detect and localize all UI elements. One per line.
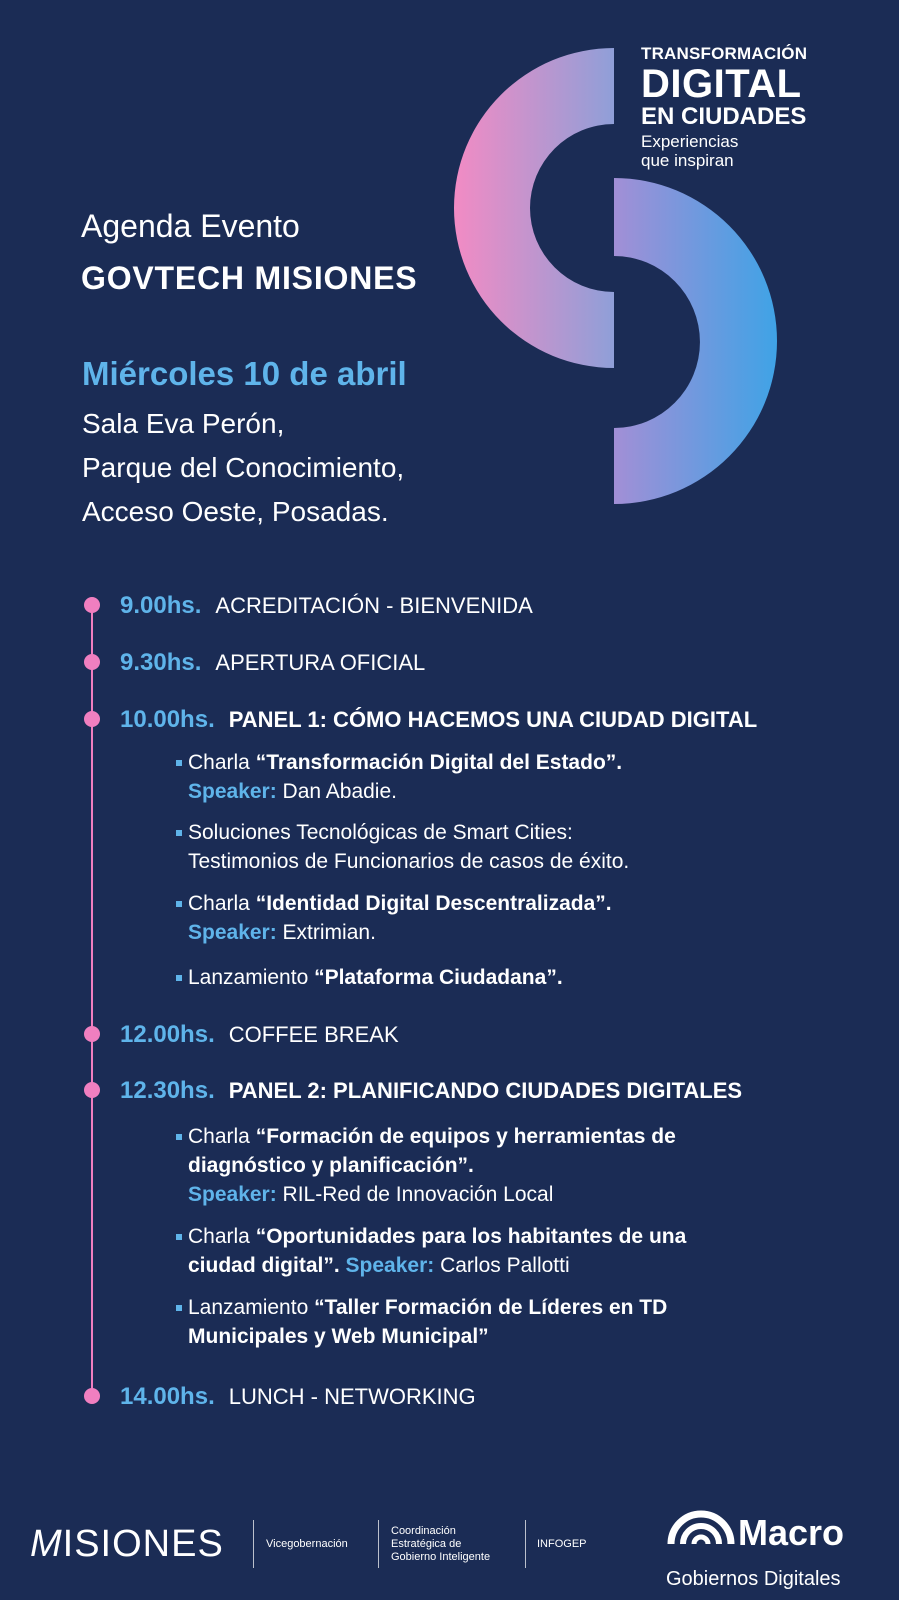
agenda-heading: Agenda Evento [81, 208, 300, 244]
brand-tagline-2: que inspiran [641, 151, 734, 170]
brand-tagline-1: Experiencias [641, 132, 739, 151]
macro-brand: Macro [738, 1512, 845, 1553]
agenda-item [120, 1383, 476, 1411]
panel-1-talk-1 [188, 748, 622, 806]
timeline-dot [84, 1082, 100, 1098]
bullet-icon [176, 760, 182, 766]
agenda-item [120, 592, 533, 620]
agenda-time: 12.00hs. [120, 1021, 215, 1048]
brand-title [641, 45, 807, 169]
panel-1-talk-2 [188, 818, 629, 876]
talk-prefix: Charla [188, 1125, 256, 1148]
panel-1-talk-4 [188, 963, 563, 992]
timeline-dot [84, 1026, 100, 1042]
coordinacion-label [391, 1525, 490, 1564]
talk-title: diagnóstico y planificación”. [188, 1154, 474, 1177]
footer-divider [253, 1520, 254, 1568]
timeline-dot [84, 711, 100, 727]
brand-line-3: EN CIUDADES [641, 103, 807, 130]
speaker-label: Speaker: [339, 1254, 435, 1277]
timeline-dot [84, 1388, 100, 1404]
agenda-time: 14.00hs. [120, 1383, 215, 1410]
bullet-icon [176, 1134, 182, 1140]
vicegobernacion-label: Vicegobernación [266, 1538, 348, 1550]
coordinacion-line: Gobierno Inteligente [391, 1551, 491, 1563]
footer-divider [378, 1520, 379, 1568]
talk-title: “Formación de equipos y herramientas de [255, 1125, 676, 1148]
bullet-icon [176, 830, 182, 836]
brand-line-2: DIGITAL [641, 62, 802, 106]
footer-divider [525, 1520, 526, 1568]
agenda-item [120, 1021, 399, 1049]
coordinacion-line: Estratégica de [391, 1538, 462, 1550]
agenda-time: 9.00hs. [120, 592, 202, 619]
speaker-label: Speaker: [188, 921, 277, 944]
venue-line: Acceso Oeste, Posadas. [82, 496, 389, 527]
talk-line: Soluciones Tecnológicas de Smart Cities: [188, 821, 573, 844]
speaker-name: Dan Abadie. [276, 780, 397, 803]
talk-title: “Taller Formación de Líderes en TD [314, 1296, 668, 1319]
panel-2-talk-2 [188, 1222, 686, 1280]
agenda-title: COFFEE BREAK [228, 1022, 399, 1047]
event-name: GOVTECH MISIONES [81, 260, 418, 296]
speaker-name: Extrimian. [276, 921, 376, 944]
agenda-time: 9.30hs. [120, 649, 202, 676]
speaker-label: Speaker: [188, 780, 277, 803]
misiones-logo [30, 1523, 224, 1566]
agenda-time: 12.30hs. [120, 1077, 215, 1104]
agenda-item [120, 649, 425, 677]
coordinacion-line: Coordinación [391, 1525, 456, 1537]
agenda-item [120, 706, 757, 734]
bullet-icon [176, 975, 182, 981]
venue-line: Sala Eva Perón, [82, 408, 285, 439]
agenda-time: 10.00hs. [120, 706, 215, 733]
event-date: Miércoles 10 de abril [82, 355, 407, 392]
talk-prefix: Charla [188, 1225, 256, 1248]
bullet-icon [176, 1305, 182, 1311]
talk-prefix: Charla [188, 892, 256, 915]
agenda-title: ACREDITACIÓN - BIENVENIDA [215, 593, 533, 618]
panel-2-talk-3 [188, 1293, 667, 1351]
event-venue [82, 402, 404, 534]
venue-line: Parque del Conocimiento, [82, 452, 405, 483]
talk-line: Testimonios de Funcionarios de casos de éxito. [188, 850, 630, 873]
macro-logo-icon [667, 1502, 735, 1550]
speaker-name: RIL-Red de Innovación Local [276, 1183, 554, 1206]
speaker-name: Carlos Pallotti [434, 1254, 570, 1277]
panel-1-talk-3 [188, 889, 612, 947]
infogep-label: INFOGEP [537, 1538, 587, 1550]
talk-title: Municipales y Web Municipal” [188, 1325, 489, 1348]
talk-prefix: Lanzamiento [188, 966, 315, 989]
talk-title: “Identidad Digital Descentralizada”. [255, 892, 612, 915]
timeline-dot [84, 597, 100, 613]
talk-title: “Transformación Digital del Estado”. [255, 751, 623, 774]
brand-line-1: TRANSFORMACIÓN [641, 44, 808, 63]
talk-prefix: Charla [188, 751, 256, 774]
speaker-label: Speaker: [188, 1183, 277, 1206]
panel-2-talk-1 [188, 1122, 676, 1209]
talk-title: “Oportunidades para los habitantes de una [255, 1225, 687, 1248]
talk-title: ciudad digital”. [188, 1254, 340, 1277]
agenda-title: PANEL 1: CÓMO HACEMOS UNA CIUDAD DIGITAL [228, 707, 758, 732]
misiones-logo-text: ISIONES [62, 1523, 224, 1565]
agenda-item [120, 1077, 742, 1105]
timeline-dot [84, 654, 100, 670]
agenda-title: PANEL 2: PLANIFICANDO CIUDADES DIGITALES [228, 1078, 743, 1103]
bullet-icon [176, 1234, 182, 1240]
talk-prefix: Lanzamiento [188, 1296, 315, 1319]
bullet-icon [176, 901, 182, 907]
gobiernos-digitales: Gobiernos Digitales [666, 1568, 841, 1590]
misiones-logo-m: M [30, 1523, 63, 1565]
agenda-title: APERTURA OFICIAL [215, 650, 426, 675]
talk-title: “Plataforma Ciudadana”. [314, 966, 563, 989]
agenda-title: LUNCH - NETWORKING [228, 1384, 476, 1409]
